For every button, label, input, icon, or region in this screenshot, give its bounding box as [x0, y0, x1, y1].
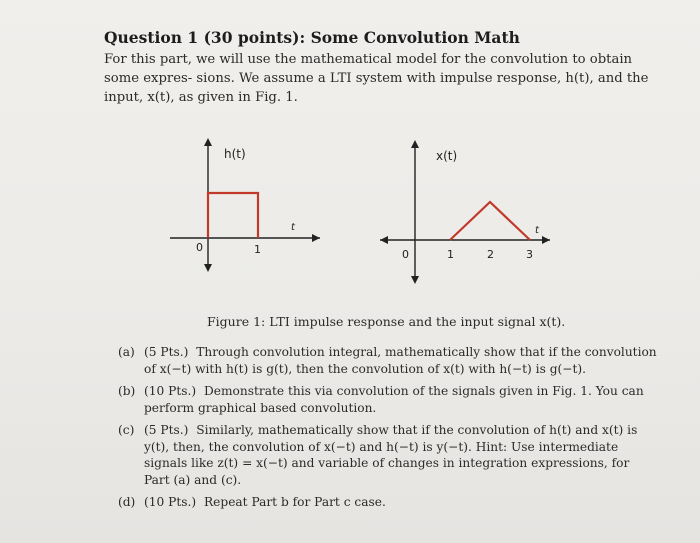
part-text — [144, 422, 658, 488]
x-t-arrow — [542, 236, 550, 244]
part-a — [118, 344, 658, 377]
x-label: x(t) — [436, 149, 458, 163]
part-text — [144, 383, 658, 416]
part-text — [144, 494, 658, 511]
part-c — [118, 422, 658, 488]
x-tick-0: 0 — [402, 248, 409, 261]
part-points: (10 Pts.) — [144, 495, 197, 509]
x-axis-t-label: t — [535, 225, 539, 236]
part-points: (5 Pts.) — [144, 345, 189, 359]
part-text — [144, 344, 658, 377]
h-y-arrow-down — [204, 264, 212, 272]
part-label: (c) — [118, 423, 135, 437]
h-pulse — [208, 193, 258, 238]
h-t-arrow — [312, 234, 320, 242]
x-tick-1: 1 — [447, 248, 454, 261]
part-b — [118, 383, 658, 416]
part-label: (d) — [118, 495, 136, 509]
x-plot — [380, 140, 550, 284]
h-label: h(t) — [224, 147, 246, 161]
part-body: Similarly, mathematically show that if the convolution of h(t) and x(t) is y(t), then, the convolution of x(−t) and h(−t) is y(−t). Hint: Use intermediate signals like z(t) = x(−t) and variable of changes in integration expressions, for Part (a) and (c). — [144, 423, 638, 487]
h-tick-1: 1 — [254, 243, 261, 256]
x-y-arrow-up — [411, 140, 419, 148]
part-label: (b) — [118, 384, 136, 398]
part-body: Through convolution integral, mathematically show that if the convolution of x(−t) with h(t) is g(t), then the convolution of x(t) with h(−t) is g(−t). — [144, 345, 657, 376]
figure-svg — [170, 130, 550, 300]
h-tick-0: 0 — [196, 241, 203, 254]
figure-1 — [170, 130, 550, 300]
h-plot — [170, 138, 320, 272]
x-triangle — [450, 202, 530, 240]
h-axis-t-label: t — [291, 222, 295, 233]
question-parts — [118, 344, 658, 517]
h-y-arrow-up — [204, 138, 212, 146]
part-label: (a) — [118, 345, 135, 359]
x-y-arrow-down — [411, 276, 419, 284]
part-points: (5 Pts.) — [144, 423, 189, 437]
part-points: (10 Pts.) — [144, 384, 197, 398]
question-title: Question 1 (30 points): Some Convolution Math — [104, 28, 520, 47]
part-d — [118, 494, 658, 511]
x-tick-3: 3 — [526, 248, 533, 261]
question-intro: For this part, we will use the mathematical model for the convolution to obtain some expres- sions. We assume a LTI system with impulse response, h(t), and the input, x(t), as given in Fig. 1. — [104, 52, 649, 105]
x-t-arrow-left — [380, 236, 388, 244]
figure-caption: Figure 1: LTI impulse response and the input signal x(t). — [207, 314, 566, 329]
part-body: Repeat Part b for Part c case. — [204, 495, 386, 509]
x-tick-2: 2 — [487, 248, 494, 261]
part-body: Demonstrate this via convolution of the signals given in Fig. 1. You can perform graphical based convolution. — [144, 384, 644, 415]
